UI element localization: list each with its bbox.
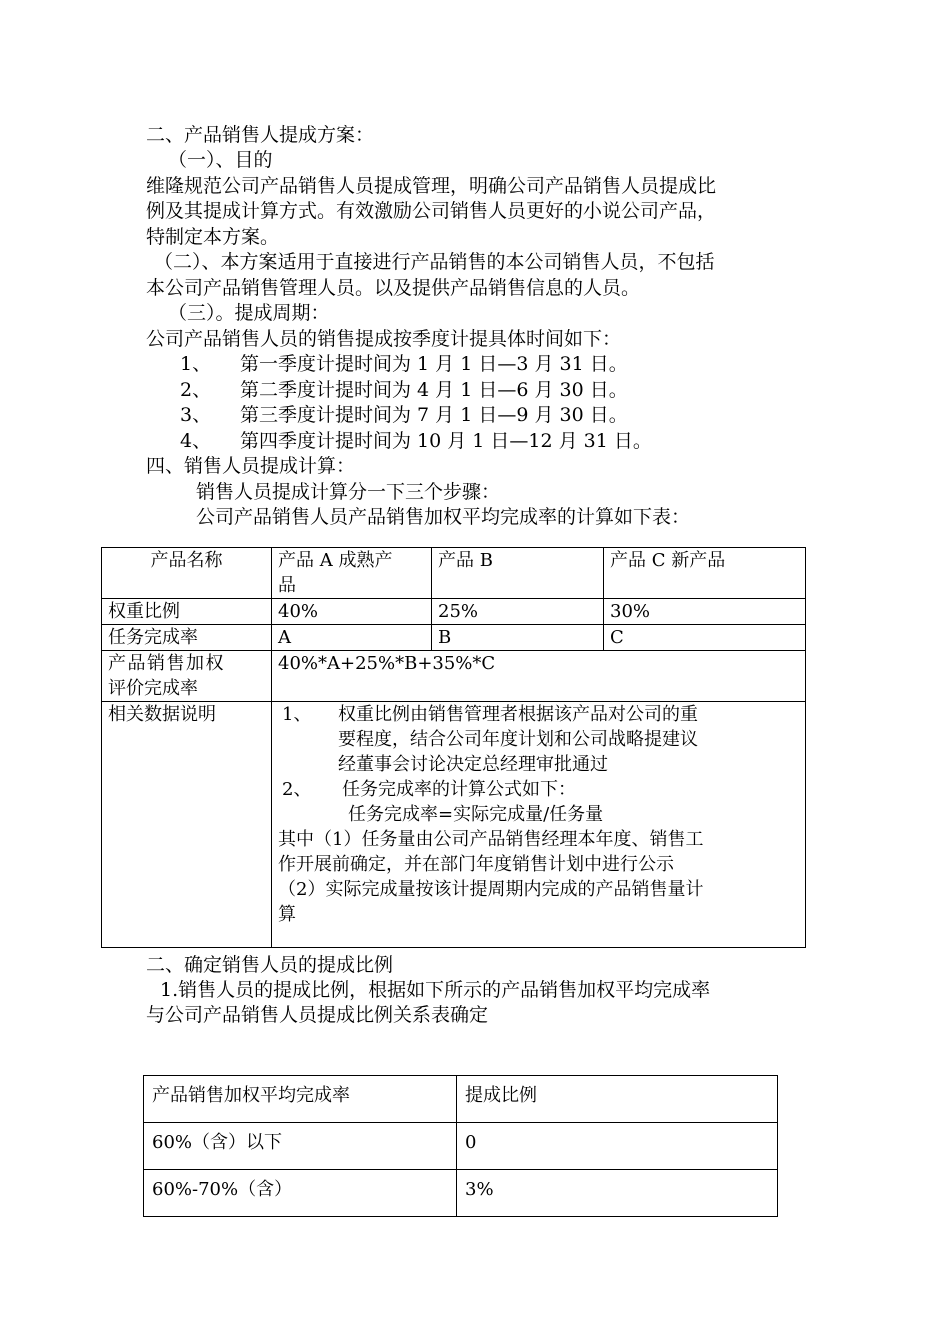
note-line: （2）实际完成量按该计提周期内完成的产品销售量计	[278, 879, 704, 900]
quarter-text: 第三季度计提时间为 7 月 1 日—9 月 30 日。	[240, 404, 628, 426]
calc-intro: 公司产品销售人员产品销售加权平均完成率的计算如下表：	[196, 506, 691, 528]
table-cell: 0	[457, 1123, 778, 1170]
ratio-line: 1.销售人员的提成比例，根据如下所示的产品销售加权平均完成率	[160, 979, 711, 1001]
table-cell: A	[272, 625, 432, 651]
quarter-number: 3、	[180, 404, 212, 426]
table-cell: 3%	[457, 1170, 778, 1217]
table-cell	[102, 651, 272, 702]
calc-intro: 销售人员提成计算分一下三个步骤：	[196, 481, 501, 503]
table-cell: C	[604, 625, 806, 651]
quarter-text: 第四季度计提时间为 10 月 1 日—12 月 31 日。	[240, 430, 652, 452]
cell-line: 品	[278, 575, 296, 596]
cell-line: 产品 A 成熟产	[278, 550, 393, 571]
purpose-line: 维隆规范公司产品销售人员提成管理，明确公司产品销售人员提成比	[146, 175, 717, 197]
table-cell: 30%	[604, 599, 806, 625]
table-cell: 产品 C 新产品	[604, 548, 806, 599]
purpose-line: 特制定本方案。	[146, 226, 280, 248]
table-cell	[272, 548, 432, 599]
quarter-number: 2、	[180, 379, 212, 401]
quarter-number: 4、	[180, 430, 212, 452]
ratio-line: 与公司产品销售人员提成比例关系表确定	[146, 1004, 489, 1026]
ratio-heading: 二、确定销售人员的提成比例	[146, 954, 394, 976]
quarter-text: 第二季度计提时间为 4 月 1 日—6 月 30 日。	[240, 379, 628, 401]
note-line: 作开展前确定，并在部门年度销售计划中进行公示	[278, 854, 674, 875]
table-cell: 产品 B	[432, 548, 604, 599]
weighted-completion-table	[101, 547, 806, 948]
table-cell: 产品销售加权平均完成率	[144, 1076, 457, 1123]
scope-line: （二）、本方案适用于直接进行产品销售的本公司销售人员，不包括	[154, 251, 715, 273]
quarter-text: 第一季度计提时间为 1 月 1 日—3 月 31 日。	[240, 353, 628, 375]
table-row	[102, 548, 806, 599]
table-cell: 相关数据说明	[102, 702, 272, 948]
table-row	[144, 1123, 778, 1170]
note-line: 权重比例由销售管理者根据该产品对公司的重	[338, 704, 698, 725]
table-row	[144, 1170, 778, 1217]
table-cell: 25%	[432, 599, 604, 625]
table-cell: 40%	[272, 599, 432, 625]
table-row	[102, 651, 806, 702]
table-cell: 60%-70%（含）	[144, 1170, 457, 1217]
table-cell	[272, 702, 806, 948]
table-row	[102, 702, 806, 948]
table-cell: 任务完成率	[102, 625, 272, 651]
formula-line: 任务完成率=实际完成量/任务量	[348, 804, 604, 825]
section-title: 二、产品销售人提成方案：	[146, 124, 375, 146]
calc-heading: 四、销售人员提成计算：	[146, 455, 356, 477]
purpose-heading: （一）、目的	[168, 149, 273, 171]
table-row	[102, 625, 806, 651]
note-line: 其中（1）任务量由公司产品销售经理本年度、销售工	[278, 829, 704, 850]
commission-ratio-table	[143, 1075, 778, 1217]
note-line: 要程度，结合公司年度计划和公司战略提建议	[338, 729, 698, 750]
note-line: 算	[278, 904, 296, 925]
table-row	[144, 1076, 778, 1123]
note-number: 2、	[282, 779, 312, 800]
table-row	[102, 599, 806, 625]
table-cell: 40%*A+25%*B+35%*C	[272, 651, 806, 702]
table-cell: 权重比例	[102, 599, 272, 625]
note-number: 1、	[282, 704, 312, 725]
cell-line: 评价完成率	[108, 678, 198, 699]
scope-line: 本公司产品销售管理人员。以及提供产品销售信息的人员。	[146, 277, 641, 299]
quarter-number: 1、	[180, 353, 212, 375]
note-line: 任务完成率的计算公式如下：	[342, 779, 576, 800]
table-cell: B	[432, 625, 604, 651]
note-line: 经董事会讨论决定总经理审批通过	[338, 754, 608, 775]
table-cell: 产品名称	[102, 548, 272, 599]
period-intro: 公司产品销售人员的销售提成按季度计提具体时间如下：	[146, 328, 622, 350]
table-cell: 60%（含）以下	[144, 1123, 457, 1170]
purpose-line: 例及其提成计算方式。有效激励公司销售人员更好的小说公司产品，	[146, 200, 717, 222]
table-cell: 提成比例	[457, 1076, 778, 1123]
period-heading: （三）。提成周期：	[168, 302, 330, 324]
cell-line: 产品销售加权	[108, 653, 225, 674]
